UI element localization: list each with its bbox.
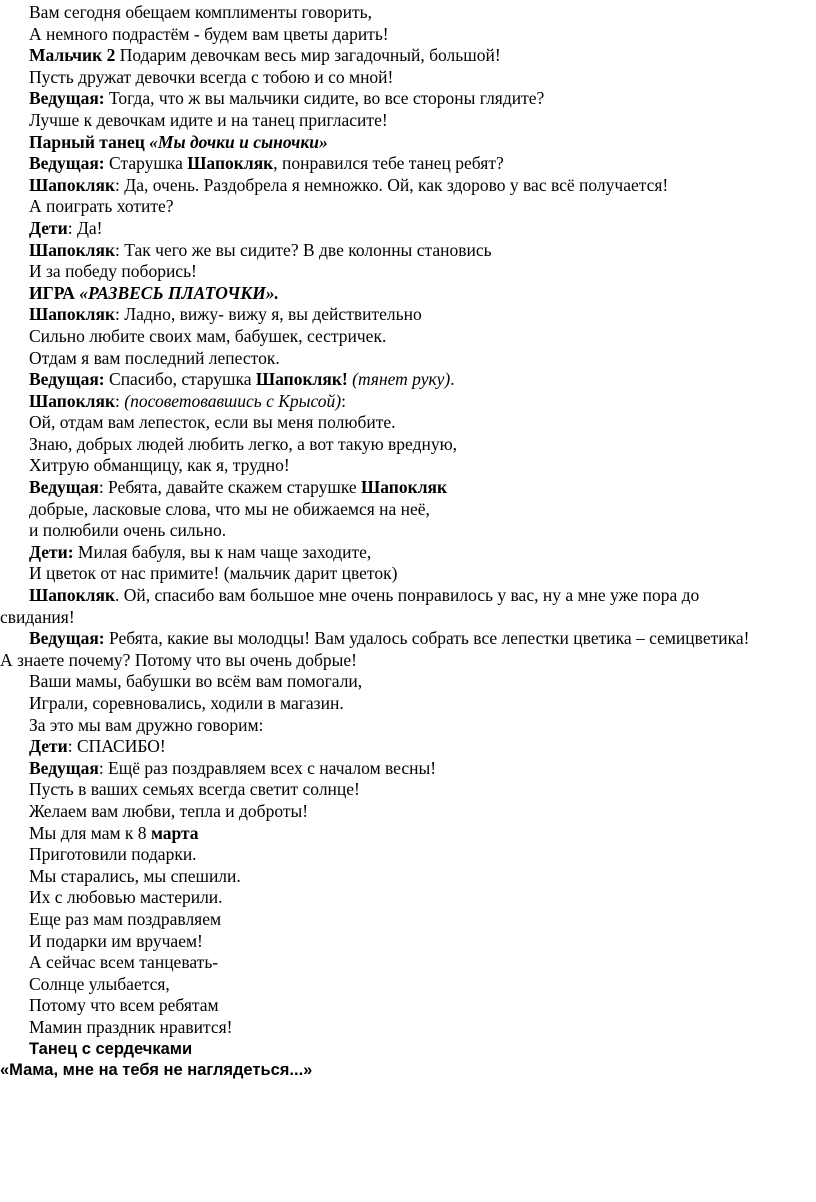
text-line <box>0 283 816 305</box>
line-text: Ребята, какие вы молодцы! Вам удалось собрать все лепестки цветика – семицветика! <box>104 628 750 649</box>
line-text: Еще раз мам поздравляем <box>29 908 222 929</box>
line-text: свидания! <box>0 606 75 627</box>
text-line <box>0 909 816 931</box>
speaker-label: Ведущая: <box>29 628 105 649</box>
emphasis-text: «РАЗВЕСЬ ПЛАТОЧКИ». <box>79 282 279 303</box>
line-text: Подарим девочкам весь мир загадочный, большой! <box>115 45 501 66</box>
speaker-label: Ведущая <box>29 757 99 778</box>
line-text: Потому что всем ребятам <box>29 995 219 1016</box>
text-line <box>0 887 816 909</box>
text-line <box>0 304 816 326</box>
text-line <box>0 132 816 154</box>
line-text: : Ладно, вижу- вижу я, вы действительно <box>115 304 422 325</box>
text-line <box>0 520 816 542</box>
line-text: А немного подрастём - будем вам цветы дарить! <box>29 23 389 44</box>
emphasis-text: «Мы дочки и сыночки» <box>144 131 328 152</box>
song-title: «Мама, мне на тебя не наглядеться...» <box>0 1061 313 1080</box>
line-text: Вам сегодня обещаем комплименты говорить, <box>29 2 373 22</box>
text-line <box>0 801 816 823</box>
line-text: Пусть дружат девочки всегда с тобою и со мной! <box>29 66 394 87</box>
bold-name: марта <box>150 822 199 843</box>
line-text: Солнце улыбается, <box>29 973 170 994</box>
line-text: Мамин праздник нравится! <box>29 1016 233 1037</box>
text-line <box>0 499 816 521</box>
line-text: А поиграть хотите? <box>29 196 174 217</box>
text-line <box>0 348 816 370</box>
text-line <box>0 261 816 283</box>
line-text: : <box>341 390 347 411</box>
line-text: : СПАСИБО! <box>67 736 166 757</box>
bold-name: Шапокляк! <box>255 369 348 390</box>
text-line <box>0 369 816 391</box>
text-line <box>0 736 816 758</box>
line-text: : <box>115 390 125 411</box>
text-line <box>0 931 816 953</box>
line-text: Ой, отдам вам лепесток, если вы меня полюбите. <box>29 412 396 433</box>
line-text: Их с любовью мастерили. <box>29 887 223 908</box>
line-text: Желаем вам любви, тепла и доброты! <box>29 800 309 821</box>
text-line <box>0 844 816 866</box>
speaker-label: Ведущая: <box>29 88 105 109</box>
line-text: : Так чего же вы сидите? В две колонны становись <box>115 239 492 260</box>
text-line <box>0 153 816 175</box>
text-line <box>0 823 816 845</box>
stage-direction: (посоветовавшись с Крысой) <box>124 390 342 411</box>
text-line <box>0 175 816 197</box>
line-text: Мы старались, мы спешили. <box>29 865 241 886</box>
line-text: Сильно любите своих мам, бабушек, сестричек. <box>29 325 387 346</box>
speaker-label: Шапокляк <box>29 304 116 325</box>
line-text: : Да! <box>67 217 103 238</box>
text-line <box>0 779 816 801</box>
text-line <box>0 412 816 434</box>
text-line <box>0 45 816 67</box>
text-line <box>0 974 816 996</box>
text-line <box>0 995 816 1017</box>
line-text: и полюбили очень сильно. <box>29 520 227 541</box>
speaker-label: Парный танец <box>29 131 145 152</box>
speaker-label: Шапокляк <box>29 585 116 606</box>
text-line <box>0 67 816 89</box>
line-text: , понравился тебе танец ребят? <box>273 153 504 174</box>
speaker-label: Шапокляк <box>29 174 116 195</box>
text-line <box>0 758 816 780</box>
line-text: Знаю, добрых людей любить легко, а вот такую вредную, <box>29 433 458 454</box>
line-text: . <box>450 369 455 390</box>
line-text: А сейчас всем танцевать- <box>29 952 219 973</box>
text-line <box>0 110 816 132</box>
text-line <box>0 24 816 46</box>
text-line <box>0 196 816 218</box>
text-line <box>0 628 816 650</box>
speaker-label: Мальчик 2 <box>29 45 116 66</box>
bold-name: Шапокляк <box>187 153 274 174</box>
line-text: И цветок от нас примите! (мальчик дарит цветок) <box>29 563 398 584</box>
line-text: : Ребята, давайте скажем старушке <box>98 477 362 498</box>
speaker-label: Дети <box>29 736 68 757</box>
text-line <box>0 650 816 672</box>
text-line <box>0 715 816 737</box>
line-text: Отдам я вам последний лепесток. <box>29 347 280 368</box>
text-line <box>0 1017 816 1039</box>
text-line <box>0 952 816 974</box>
line-text: Спасибо, старушка <box>104 369 256 390</box>
text-line <box>0 693 816 715</box>
speaker-label: Шапокляк <box>29 239 116 260</box>
text-line <box>0 218 816 240</box>
speaker-label: Ведущая <box>29 477 99 498</box>
line-text: И за победу поборись! <box>29 261 197 282</box>
text-line <box>0 563 816 585</box>
line-text: Пусть в ваших семьях всегда светит солнце! <box>29 779 360 800</box>
speaker-label: Шапокляк <box>29 390 116 411</box>
speaker-label: Ведущая: <box>29 153 105 174</box>
speaker-label: Ведущая: <box>29 369 105 390</box>
dance-heading: Танец с сердечками <box>29 1039 193 1058</box>
text-line <box>0 607 816 629</box>
line-text: Хитрую обманщицу, как я, трудно! <box>29 455 290 476</box>
text-line <box>0 542 816 564</box>
line-text: : Ещё раз поздравляем всех с началом весны! <box>98 757 437 778</box>
speaker-label: Дети <box>29 217 68 238</box>
line-text: Милая бабуля, вы к нам чаще заходите, <box>73 541 372 562</box>
text-line <box>0 585 816 607</box>
line-text: Лучше к девочкам идите и на танец пригласите! <box>29 109 388 130</box>
script-text <box>0 2 816 1039</box>
text-line <box>0 326 816 348</box>
stage-direction: (тянет руку) <box>347 369 451 390</box>
text-line <box>0 455 816 477</box>
bold-name: Шапокляк <box>361 477 448 498</box>
text-line <box>0 866 816 888</box>
line-text: Ваши мамы, бабушки во всём вам помогали, <box>29 671 363 692</box>
text-line <box>0 391 816 413</box>
text-line <box>0 88 816 110</box>
line-text: За это мы вам дружно говорим: <box>29 714 264 735</box>
text-line <box>0 2 816 24</box>
line-text: Тогда, что ж вы мальчики сидите, во все стороны глядите? <box>104 88 545 109</box>
line-text: добрые, ласковые слова, что мы не обижаемся на неё, <box>29 498 430 519</box>
line-text: Старушка <box>104 153 188 174</box>
text-line <box>0 477 816 499</box>
line-text: : Да, очень. Раздобрела я немножко. Ой, как здорово у вас всё получается! <box>115 174 669 195</box>
line-text: Мы для мам к 8 <box>29 822 151 843</box>
line-text: . Ой, спасибо вам большое мне очень понравилось у вас, ну а мне уже пора до <box>115 585 700 606</box>
line-text: А знаете почему? Потому что вы очень добрые! <box>0 649 357 670</box>
line-text: И подарки им вручаем! <box>29 930 203 951</box>
speaker-label: Дети: <box>29 541 74 562</box>
line-text: Играли, соревновались, ходили в магазин. <box>29 693 344 713</box>
text-line <box>0 240 816 262</box>
speaker-label: ИГРА <box>29 282 80 303</box>
text-line <box>0 671 816 693</box>
line-text: Приготовили подарки. <box>29 844 197 865</box>
text-line <box>0 434 816 456</box>
